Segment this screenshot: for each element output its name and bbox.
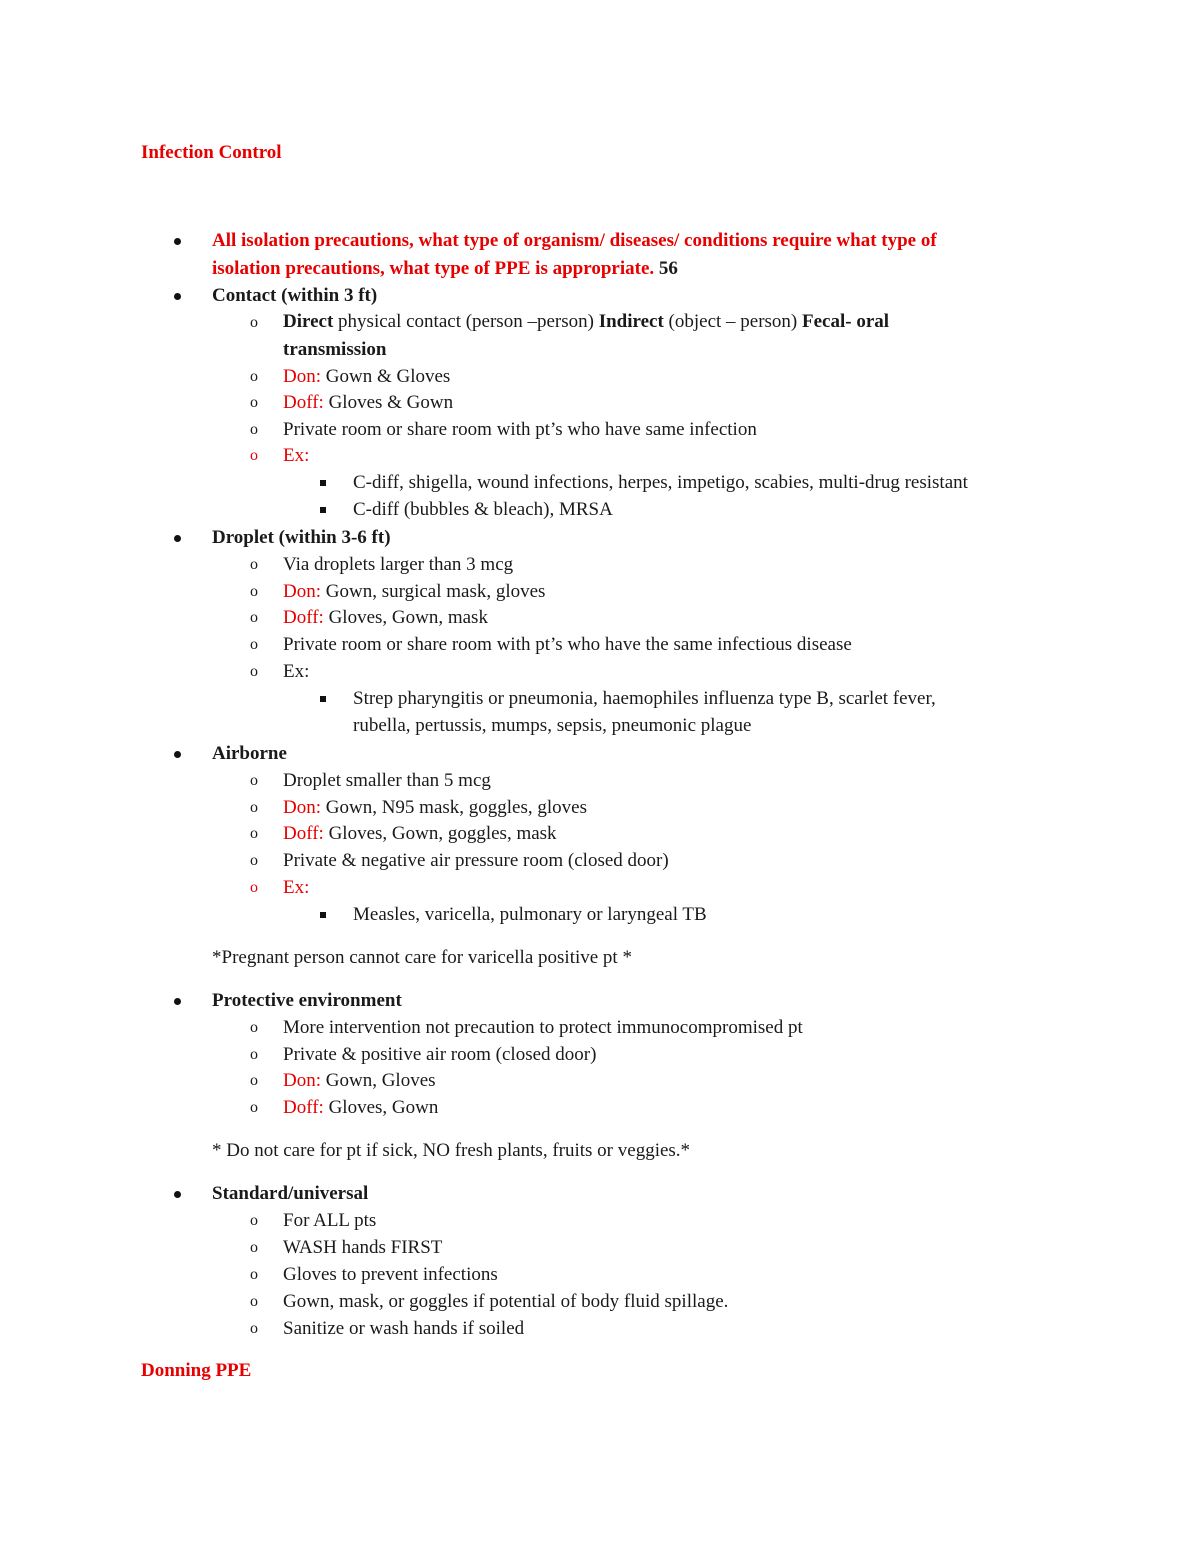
droplet-ex-line-2: rubella, pertussis, mumps, sepsis, pneumonic plague bbox=[353, 715, 752, 736]
bullet-icon bbox=[174, 535, 184, 545]
protective-item: More intervention not precaution to protect immunocompromised pt bbox=[283, 1017, 803, 1038]
standard-item: WASH hands FIRST bbox=[283, 1237, 443, 1258]
protective-note: * Do not care for pt if sick, NO fresh plants, fruits or veggies.* bbox=[212, 1140, 691, 1161]
doff-label: Doff: bbox=[283, 823, 324, 844]
don-text: Gown, Gloves bbox=[325, 1070, 436, 1091]
circle-bullet-icon: o bbox=[250, 1212, 258, 1229]
bullet-icon bbox=[174, 293, 184, 303]
section-heading-donning: Donning PPE bbox=[141, 1360, 252, 1381]
droplet-heading: Droplet (within 3-6 ft) bbox=[212, 527, 391, 548]
airborne-ex-item: Measles, varicella, pulmonary or laryngeal TB bbox=[353, 904, 707, 925]
circle-bullet-icon: o bbox=[250, 421, 258, 438]
protective-item: Private & positive air room (closed door) bbox=[283, 1044, 597, 1065]
square-bullet-icon bbox=[320, 507, 326, 513]
intro-line-1: All isolation precautions, what type of organism/ diseases/ conditions require what type of bbox=[212, 230, 937, 251]
contact-ex-item: C-diff (bubbles & bleach), MRSA bbox=[353, 499, 613, 520]
circle-bullet-icon: o bbox=[250, 314, 258, 331]
fecal-continuation: transmission bbox=[283, 339, 387, 360]
contact-ex-item: C-diff, shigella, wound infections, herpes, impetigo, scabies, multi-drug resistant bbox=[353, 472, 968, 493]
circle-bullet-icon: o bbox=[250, 556, 258, 573]
circle-bullet-icon: o bbox=[250, 609, 258, 626]
circle-bullet-icon: o bbox=[250, 879, 258, 896]
direct-label: Direct bbox=[283, 311, 334, 332]
circle-bullet-icon: o bbox=[250, 1099, 258, 1116]
circle-bullet-icon: o bbox=[250, 825, 258, 842]
standard-item: Gown, mask, or goggles if potential of body fluid spillage. bbox=[283, 1291, 729, 1312]
circle-bullet-icon: o bbox=[250, 447, 258, 464]
standard-item: Sanitize or wash hands if soiled bbox=[283, 1318, 525, 1339]
circle-bullet-icon: o bbox=[250, 394, 258, 411]
contact-doff bbox=[283, 390, 453, 416]
droplet-via: Via droplets larger than 3 mcg bbox=[283, 554, 514, 575]
circle-bullet-icon: o bbox=[250, 1239, 258, 1256]
doff-label: Doff: bbox=[283, 607, 324, 628]
don-label: Don: bbox=[283, 581, 321, 602]
standard-item: Gloves to prevent infections bbox=[283, 1264, 498, 1285]
airborne-ex-label: Ex: bbox=[283, 877, 310, 898]
circle-bullet-icon: o bbox=[250, 663, 258, 680]
protective-don bbox=[283, 1068, 436, 1094]
circle-bullet-icon: o bbox=[250, 583, 258, 600]
airborne-heading: Airborne bbox=[212, 743, 287, 764]
indirect-text: (object – person) bbox=[668, 311, 798, 332]
airborne-size: Droplet smaller than 5 mcg bbox=[283, 770, 491, 791]
contact-ex-label: Ex: bbox=[283, 445, 310, 466]
contact-room: Private room or share room with pt’s who have same infection bbox=[283, 419, 757, 440]
circle-bullet-icon: o bbox=[250, 772, 258, 789]
square-bullet-icon bbox=[320, 480, 326, 486]
doff-text: Gloves, Gown, mask bbox=[328, 607, 488, 628]
contact-heading: Contact (within 3 ft) bbox=[212, 285, 378, 306]
intro-line-2 bbox=[212, 256, 678, 282]
intro-line-2-text: isolation precautions, what type of PPE is appropriate. bbox=[212, 258, 655, 279]
doff-text: Gloves, Gown, goggles, mask bbox=[328, 823, 557, 844]
circle-bullet-icon: o bbox=[250, 1293, 258, 1310]
page-title: Infection Control bbox=[141, 142, 282, 163]
droplet-room: Private room or share room with pt’s who have the same infectious disease bbox=[283, 634, 852, 655]
don-text: Gown, surgical mask, gloves bbox=[325, 581, 546, 602]
circle-bullet-icon: o bbox=[250, 799, 258, 816]
contact-don bbox=[283, 364, 450, 390]
doff-label: Doff: bbox=[283, 392, 324, 413]
droplet-ex-label: Ex: bbox=[283, 661, 310, 682]
square-bullet-icon bbox=[320, 912, 326, 918]
circle-bullet-icon: o bbox=[250, 1072, 258, 1089]
square-bullet-icon bbox=[320, 696, 326, 702]
airborne-doff bbox=[283, 821, 557, 847]
circle-bullet-icon: o bbox=[250, 852, 258, 869]
standard-item: For ALL pts bbox=[283, 1210, 377, 1231]
protective-heading: Protective environment bbox=[212, 990, 402, 1011]
indirect-label: Indirect bbox=[598, 311, 664, 332]
doff-text: Gloves & Gown bbox=[328, 392, 454, 413]
protective-doff bbox=[283, 1095, 438, 1121]
airborne-don bbox=[283, 795, 587, 821]
circle-bullet-icon: o bbox=[250, 1019, 258, 1036]
bullet-icon bbox=[174, 751, 184, 761]
doff-text: Gloves, Gown bbox=[328, 1097, 439, 1118]
doff-label: Doff: bbox=[283, 1097, 324, 1118]
bullet-icon bbox=[174, 1191, 184, 1201]
airborne-room: Private & negative air pressure room (closed door) bbox=[283, 850, 669, 871]
circle-bullet-icon: o bbox=[250, 1266, 258, 1283]
contact-transmission bbox=[283, 309, 889, 335]
droplet-doff bbox=[283, 605, 488, 631]
don-text: Gown & Gloves bbox=[325, 366, 451, 387]
intro-page-number: 56 bbox=[658, 258, 678, 279]
don-label: Don: bbox=[283, 797, 321, 818]
direct-text: physical contact (person –person) bbox=[338, 311, 594, 332]
circle-bullet-icon: o bbox=[250, 368, 258, 385]
bullet-icon bbox=[174, 998, 184, 1008]
circle-bullet-icon: o bbox=[250, 1046, 258, 1063]
droplet-don bbox=[283, 579, 545, 605]
circle-bullet-icon: o bbox=[250, 636, 258, 653]
fecal-label: Fecal- oral bbox=[802, 311, 890, 332]
droplet-ex-line-1: Strep pharyngitis or pneumonia, haemophiles influenza type B, scarlet fever, bbox=[353, 688, 936, 709]
don-label: Don: bbox=[283, 1070, 321, 1091]
don-text: Gown, N95 mask, goggles, gloves bbox=[325, 797, 587, 818]
standard-heading: Standard/universal bbox=[212, 1183, 369, 1204]
circle-bullet-icon: o bbox=[250, 1320, 258, 1337]
bullet-icon bbox=[174, 238, 184, 248]
airborne-note: *Pregnant person cannot care for varicella positive pt * bbox=[212, 947, 632, 968]
don-label: Don: bbox=[283, 366, 321, 387]
